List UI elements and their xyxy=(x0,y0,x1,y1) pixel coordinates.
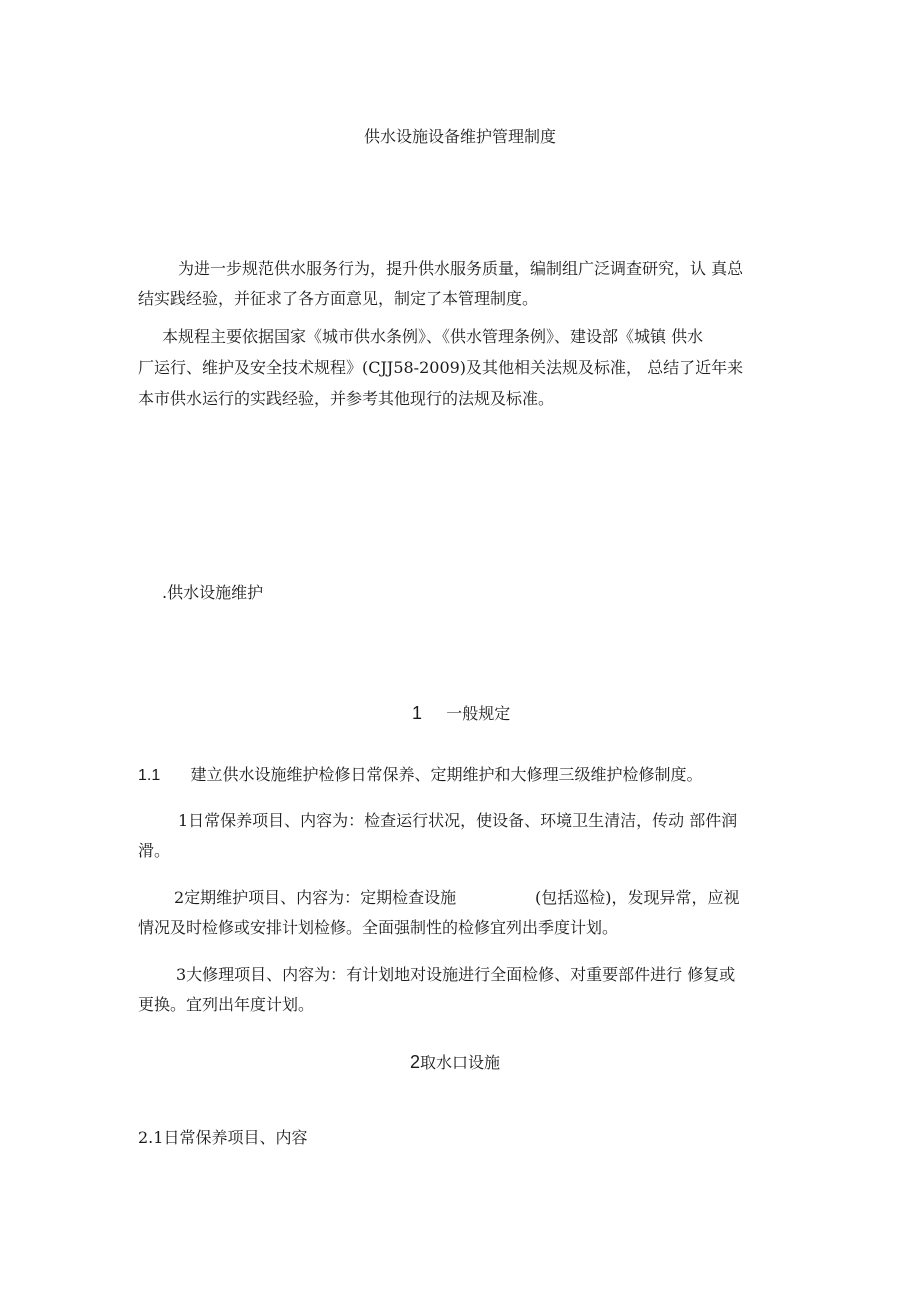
part-heading: .供水设施维护 xyxy=(162,583,264,602)
item-1-1 xyxy=(138,760,702,791)
section-2-title: 取水口设施 xyxy=(420,1053,501,1072)
section-2-heading xyxy=(410,1047,500,1078)
subitem-1-line-2: 滑。 xyxy=(138,841,171,860)
intro-paragraph-1-line-1: 为进一步规范供水服务行为，提升供水服务质量，编制组广泛调查研究，认 真总 xyxy=(178,259,744,278)
section-1-number: 1 xyxy=(412,703,423,723)
subitem-1-line-1: 1日常保养项目、内容为：检查运行状况，使设备、环境卫生清洁，传动 部件润 xyxy=(178,811,738,830)
subitem-3-line-2: 更换。宜列出年度计划。 xyxy=(138,995,315,1014)
subitem-2-line-1b: (包括巡检)，发现异常，应视 xyxy=(535,888,740,907)
item-1-1-text: 建立供水设施维护检修日常保养、定期维护和大修理三级维护检修制度。 xyxy=(190,765,703,784)
subitem-2-line-1: 2定期维护项目、内容为：定期检查设施 xyxy=(174,888,457,907)
subitem-2-line-2: 情况及时检修或安排计划检修。全面强制性的检修宜列出季度计划。 xyxy=(138,918,619,937)
intro-paragraph-1-line-2: 结实践经验，并征求了各方面意见，制定了本管理制度。 xyxy=(138,289,539,308)
intro-paragraph-2-line-1: 本规程主要依据国家《城市供水条例》、《供水管理条例》、建设部《城镇 供水 xyxy=(162,327,704,346)
document-title: 供水设施设备维护管理制度 xyxy=(363,127,556,146)
subitem-3-line-1: 3大修理项目、内容为：有计划地对设施进行全面检修、对重要部件进行 修复或 xyxy=(176,965,736,984)
section-1-title: 一般规定 xyxy=(446,704,511,723)
item-1-1-number: 1.1 xyxy=(138,767,161,784)
section-2-number: 2 xyxy=(410,1052,421,1072)
intro-paragraph-2-line-3: 本市供水运行的实践经验，并参考其他现行的法规及标准。 xyxy=(138,389,555,408)
section-1-heading xyxy=(412,698,510,729)
item-2-1: 2.1日常保养项目、内容 xyxy=(138,1128,308,1147)
intro-paragraph-2-line-2: 厂运行、维护及安全技术规程》(CJJ58-2009)及其他相关法规及标准， 总结了近年来 xyxy=(138,358,744,377)
